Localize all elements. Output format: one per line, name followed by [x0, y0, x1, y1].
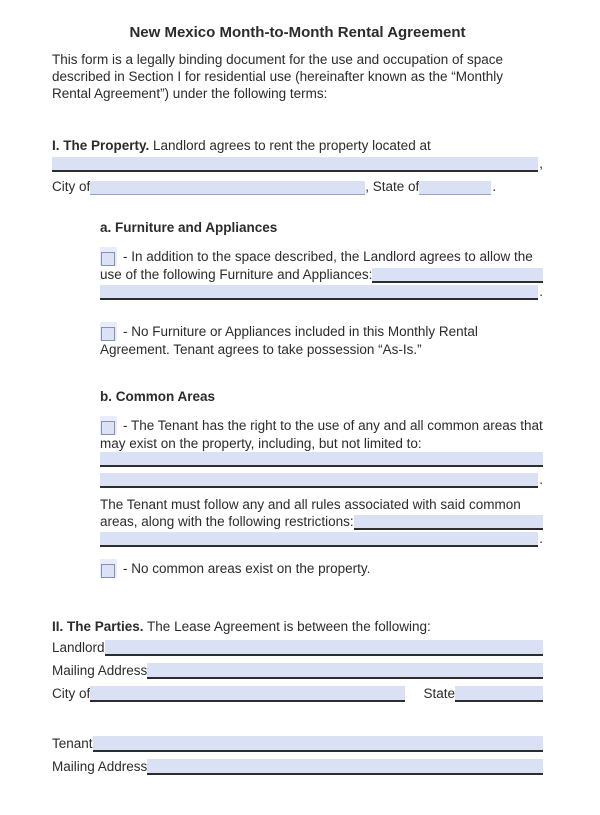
city-state-period: . [492, 179, 497, 194]
furniture-included-option [100, 247, 543, 283]
common-areas-field-row2 [100, 471, 543, 488]
rules-text2: areas, along with the following restrictions: [100, 514, 354, 529]
rules-line2 [100, 513, 543, 530]
landlord-mailing-row [52, 662, 543, 679]
state-label: State [423, 686, 455, 701]
restrictions-field-2[interactable] [100, 532, 538, 547]
intro-line: This form is a legally binding document for the use and occupation of space [52, 52, 504, 67]
furniture-period: . [539, 284, 543, 299]
subsection-b-heading: b. Common Areas [100, 389, 216, 404]
furniture-option1-text: - In addition to the space described, the Landlord agrees to allow the [123, 249, 533, 264]
restrictions-period: . [539, 531, 543, 546]
intro-line: Rental Agreement”) under the following terms: [52, 86, 328, 101]
no-furniture-option [100, 322, 543, 358]
common-areas-field-2[interactable] [100, 473, 538, 488]
state-of-label: , State of [365, 179, 420, 194]
no-furniture-text2: Agreement. Tenant agrees to take possession “As-Is.” [100, 342, 422, 357]
furniture-appliances-field-2[interactable] [100, 285, 538, 300]
common-areas-text2: may exist on the property, including, but not limited to: [100, 436, 422, 451]
checkbox-halo [100, 416, 117, 435]
rules-line1: The Tenant must follow any and all rules associated with said common [100, 497, 521, 512]
property-city-field[interactable] [90, 181, 365, 195]
common-areas-text: - The Tenant has the right to the use of any and all common areas that [123, 418, 543, 433]
landlord-state-field[interactable] [455, 686, 543, 702]
landlord-name-field[interactable] [105, 640, 543, 656]
no-furniture-text: - No Furniture or Appliances included in this Monthly Rental [123, 324, 478, 339]
no-common-areas-checkbox[interactable] [101, 564, 115, 578]
document-title: New Mexico Month-to-Month Rental Agreement [129, 24, 466, 41]
tenant-mailing-address-field[interactable] [147, 759, 543, 775]
restrictions-field-inline[interactable] [354, 515, 543, 530]
common-areas-field-1[interactable] [100, 452, 543, 467]
tenant-name-field[interactable] [93, 736, 543, 752]
common-areas-checkbox[interactable] [101, 421, 115, 435]
no-common-areas-text: - No common areas exist on the property. [123, 561, 371, 576]
tenant-label: Tenant [52, 736, 93, 751]
city-of-label: City of [52, 686, 91, 701]
checkbox-halo [100, 559, 117, 578]
tenant-mailing-row [52, 758, 543, 775]
common-areas-period: . [539, 472, 543, 487]
furniture-option1-text2: use of the following Furniture and Appliances: [100, 267, 373, 282]
intro-paragraph [52, 51, 543, 102]
no-furniture-checkbox[interactable] [101, 327, 115, 341]
restrictions-field-row2 [100, 530, 543, 547]
common-areas-option [100, 416, 543, 452]
landlord-mailing-address-field[interactable] [147, 663, 543, 679]
common-areas-field-row1 [100, 452, 543, 467]
landlord-city-field[interactable] [90, 686, 405, 702]
furniture-appliances-field-inline[interactable] [372, 268, 543, 283]
property-address-field[interactable] [52, 157, 538, 172]
furniture-included-checkbox[interactable] [101, 252, 115, 266]
section-2-lead: The Lease Agreement is between the following: [143, 619, 431, 634]
section-1-title: I. The Property. [52, 138, 150, 153]
landlord-label: Landlord [52, 640, 105, 655]
furniture-option1-line2 [100, 266, 543, 283]
landlord-city-state-row [52, 685, 543, 702]
mailing-address-label: Mailing Address [52, 759, 148, 774]
address-comma: , [539, 156, 543, 171]
property-state-field[interactable] [419, 181, 491, 195]
no-common-areas-option [100, 559, 543, 578]
spacer [52, 708, 543, 735]
section-1-heading [52, 137, 543, 154]
checkbox-halo [100, 247, 117, 266]
landlord-row [52, 639, 543, 656]
section-2-heading [52, 618, 543, 635]
rules-paragraph [100, 496, 543, 530]
section-2-title: II. The Parties. [52, 619, 144, 634]
subsection-a-heading: a. Furniture and Appliances [100, 220, 278, 235]
city-of-label: City of [52, 179, 91, 194]
section-1-lead: Landlord agrees to rent the property located at [149, 138, 431, 153]
intro-line: described in Section I for residential use (hereinafter known as the “Monthly [52, 69, 503, 84]
property-address-row [52, 155, 543, 172]
mailing-address-label: Mailing Address [52, 663, 148, 678]
tenant-row [52, 735, 543, 752]
checkbox-halo [100, 322, 117, 341]
property-city-state-row [52, 178, 543, 195]
furniture-appliances-row2 [100, 283, 543, 300]
